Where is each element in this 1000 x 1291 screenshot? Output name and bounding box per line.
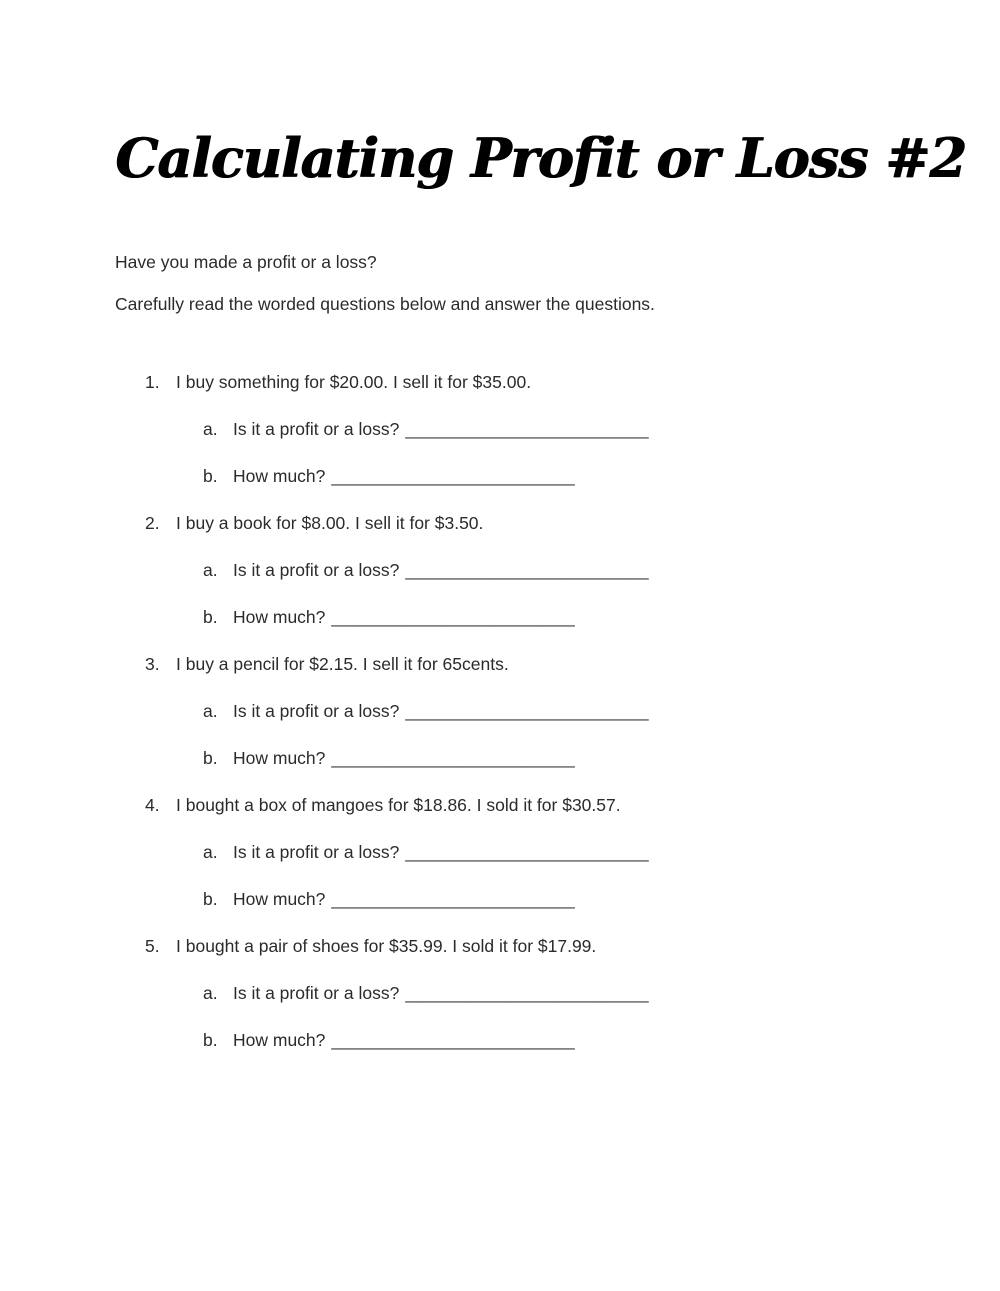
sub-question-b	[115, 464, 920, 488]
intro-line-2: Carefully read the worded questions below and answer the questions.	[115, 294, 655, 314]
intro-section	[115, 250, 920, 316]
question-text: I bought a pair of shoes for $35.99. I sold it for $17.99.	[176, 936, 597, 956]
sub-question-letter: a.	[203, 983, 218, 1003]
answer-blank[interactable]: _________________________	[405, 560, 649, 580]
sub-question-b	[115, 746, 920, 770]
sub-question-a	[115, 417, 920, 441]
question-item	[115, 511, 920, 629]
sub-question-label: Is it a profit or a loss?	[233, 560, 400, 580]
question-line	[115, 370, 920, 394]
question-item	[115, 652, 920, 770]
sub-question-a	[115, 699, 920, 723]
sub-question-letter: b.	[203, 466, 218, 486]
sub-question-label: How much?	[233, 748, 326, 768]
intro-line-1: Have you made a profit or a loss?	[115, 252, 377, 272]
question-line	[115, 511, 920, 535]
question-text: I buy a pencil for $2.15. I sell it for 65cents.	[176, 654, 509, 674]
sub-question-letter: a.	[203, 560, 218, 580]
sub-question-b	[115, 887, 920, 911]
answer-blank[interactable]: _________________________	[331, 748, 575, 768]
sub-question-label: Is it a profit or a loss?	[233, 419, 400, 439]
sub-question-label: Is it a profit or a loss?	[233, 701, 400, 721]
sub-question-a	[115, 558, 920, 582]
question-number: 5.	[145, 936, 160, 956]
answer-blank[interactable]: _________________________	[331, 607, 575, 627]
sub-question-letter: a.	[203, 842, 218, 862]
sub-question-label: How much?	[233, 607, 326, 627]
sub-question-label: How much?	[233, 1030, 326, 1050]
question-item	[115, 934, 920, 1052]
answer-blank[interactable]: _________________________	[331, 1030, 575, 1050]
answer-blank[interactable]: _________________________	[405, 983, 649, 1003]
answer-blank[interactable]: _________________________	[405, 701, 649, 721]
answer-blank[interactable]: _________________________	[405, 419, 649, 439]
worksheet-title: Calculating Profit or Loss #2	[115, 126, 966, 190]
question-text: I buy a book for $8.00. I sell it for $3.50.	[176, 513, 484, 533]
question-item	[115, 793, 920, 911]
question-text: I buy something for $20.00. I sell it for $35.00.	[176, 372, 532, 392]
question-number: 1.	[145, 372, 160, 392]
sub-question-letter: b.	[203, 607, 218, 627]
sub-question-label: How much?	[233, 466, 326, 486]
sub-question-letter: b.	[203, 1030, 218, 1050]
answer-blank[interactable]: _________________________	[405, 842, 649, 862]
question-number: 4.	[145, 795, 160, 815]
question-line	[115, 652, 920, 676]
answer-blank[interactable]: _________________________	[331, 466, 575, 486]
sub-question-label: Is it a profit or a loss?	[233, 983, 400, 1003]
question-list	[115, 370, 920, 1052]
sub-question-label: How much?	[233, 889, 326, 909]
sub-question-letter: b.	[203, 748, 218, 768]
question-line	[115, 793, 920, 817]
sub-question-a	[115, 840, 920, 864]
question-number: 2.	[145, 513, 160, 533]
answer-blank[interactable]: _________________________	[331, 889, 575, 909]
sub-question-letter: a.	[203, 419, 218, 439]
sub-question-b	[115, 1028, 920, 1052]
question-number: 3.	[145, 654, 160, 674]
sub-question-a	[115, 981, 920, 1005]
sub-question-label: Is it a profit or a loss?	[233, 842, 400, 862]
question-item	[115, 370, 920, 488]
sub-question-letter: a.	[203, 701, 218, 721]
sub-question-letter: b.	[203, 889, 218, 909]
sub-question-b	[115, 605, 920, 629]
question-line	[115, 934, 920, 958]
question-text: I bought a box of mangoes for $18.86. I sold it for $30.57.	[176, 795, 621, 815]
